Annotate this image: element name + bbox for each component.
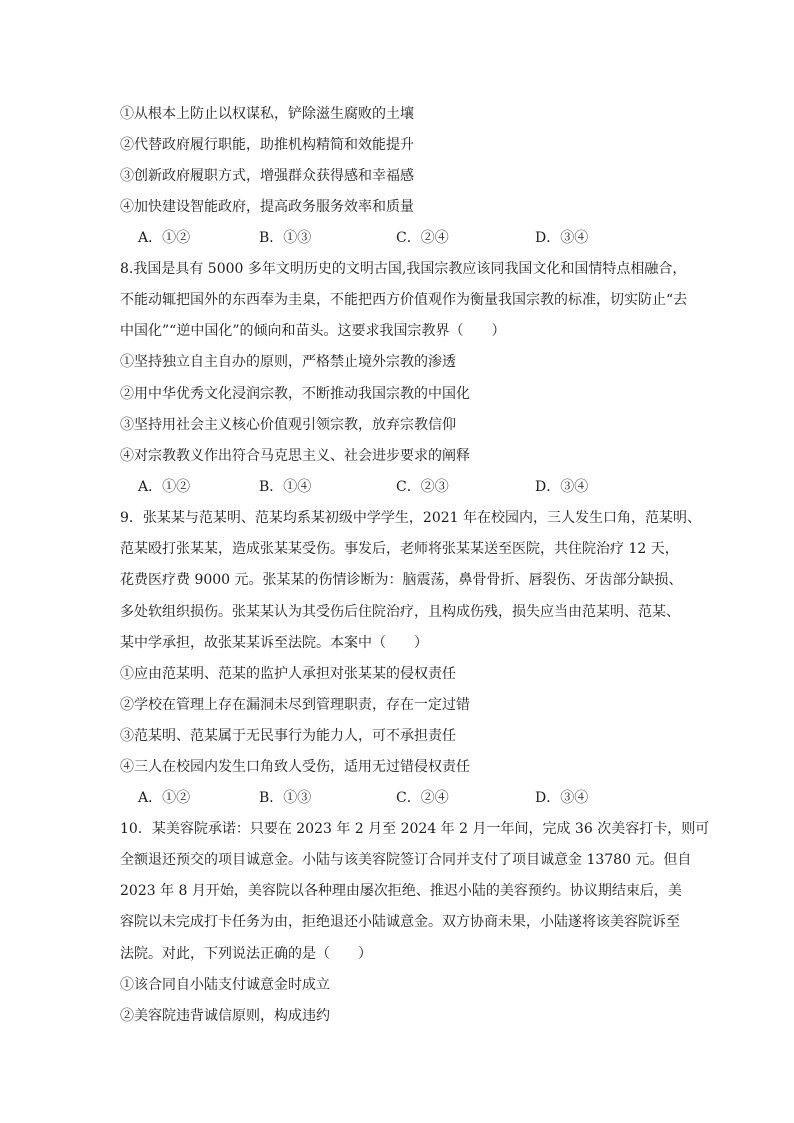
q8-stem-line-1: 8.我国是具有 5000 多年文明历史的文明古国,我国宗教应该同我国文化和国情特点相融合， — [120, 261, 687, 277]
q10-stem-line-2: 全额退还预交的项目诚意金。小陆与该美容院签订合同并支付了项目诚意金 13780 元。但自 — [120, 852, 692, 868]
q9-stem-line-1: 9．张某某与范某明、范某均系某初级中学学生，2021 年在校园内，三人发生口角，范某明、 — [120, 510, 701, 526]
q8-choice-b: B．①④ — [259, 479, 312, 495]
q8-stem-line-2: 不能动辄把国外的东西奉为圭臬，不能把西方价值观作为衡量我国宗教的标准，切实防止“去 — [120, 292, 688, 308]
q9-stem-line-2: 范某殴打张某某，造成张某某受伤。事发后，老师将张某某送至医院，共住院治疗 12 天， — [120, 541, 679, 557]
q9-stem-line-4: 多处软组织损伤。张某某认为其受伤后住院治疗，且构成伤残，损失应当由范某明、范某、 — [120, 604, 680, 620]
q8-option-2: ②用中华优秀文化浸润宗教，不断推动我国宗教的中国化 — [120, 386, 470, 402]
q10-stem-line-5: 法院。对此，下列说法正确的是（ ） — [120, 946, 372, 962]
q7-option-2: ②代替政府履行职能，助推机构精简和效能提升 — [120, 137, 414, 153]
q9-choice-d: D．③④ — [535, 790, 589, 806]
q9-option-1: ①应由范某明、范某的监护人承担对张某某的侵权责任 — [120, 666, 456, 682]
q9-stem-line-5: 某中学承担，故张某某诉至法院。本案中（ ） — [120, 635, 428, 651]
q8-choice-a: A．①② — [138, 479, 191, 495]
q9-choice-b: B．①③ — [259, 790, 312, 806]
q10-option-2: ②美容院违背诚信原则，构成违约 — [120, 1008, 330, 1024]
q7-choice-a: A．①② — [138, 230, 191, 246]
q8-option-1: ①坚持独立自主自办的原则，严格禁止境外宗教的渗透 — [120, 354, 456, 370]
q10-stem-line-3: 2023 年 8 月开始，美容院以各种理由屡次拒绝、推迟小陆的美容预约。协议期结束后，美 — [120, 883, 682, 899]
q7-choice-c: C．②④ — [396, 230, 449, 246]
q7-option-1: ①从根本上防止以权谋私，铲除滋生腐败的土壤 — [120, 106, 414, 122]
q8-choice-c: C．②③ — [396, 479, 449, 495]
q9-option-3: ③范某明、范某属于无民事行为能力人，可不承担责任 — [120, 728, 456, 744]
q8-option-3: ③坚持用社会主义核心价值观引领宗教，放弃宗教信仰 — [120, 417, 456, 433]
q7-option-3: ③创新政府履职方式，增强群众获得感和幸福感 — [120, 168, 414, 184]
q10-stem-line-4: 容院以未完成打卡任务为由，拒绝退还小陆诚意金。双方协商未果，小陆遂将该美容院诉至 — [120, 914, 680, 930]
q8-stem-line-3: 中国化”“逆中国化”的倾向和苗头。这要求我国宗教界（ ） — [120, 323, 506, 339]
q8-option-4: ④对宗教教义作出符合马克思主义、社会进步要求的阐释 — [120, 448, 470, 464]
q9-option-4: ④三人在校园内发生口角致人受伤，适用无过错侵权责任 — [120, 759, 470, 775]
q7-choice-b: B．①③ — [259, 230, 312, 246]
q10-option-1: ①该合同自小陆支付诚意金时成立 — [120, 977, 330, 993]
q7-option-4: ④加快建设智能政府，提高政务服务效率和质量 — [120, 199, 414, 215]
q9-option-2: ②学校在管理上存在漏洞未尽到管理职责，存在一定过错 — [120, 697, 470, 713]
q9-choice-a: A．①② — [138, 790, 191, 806]
q7-choice-d: D．③④ — [535, 230, 589, 246]
q10-stem-line-1: 10．某美容院承诺：只要在 2023 年 2 月至 2024 年 2 月一年间，完成 36 次美容打卡，则可 — [120, 821, 710, 837]
q9-stem-line-3: 花费医疗费 9000 元。张某某的伤情诊断为：脑震荡，鼻骨骨折、唇裂伤、牙齿部分缺损、 — [120, 572, 683, 588]
q9-choice-c: C．②④ — [396, 790, 449, 806]
q8-choice-d: D．③④ — [535, 479, 589, 495]
